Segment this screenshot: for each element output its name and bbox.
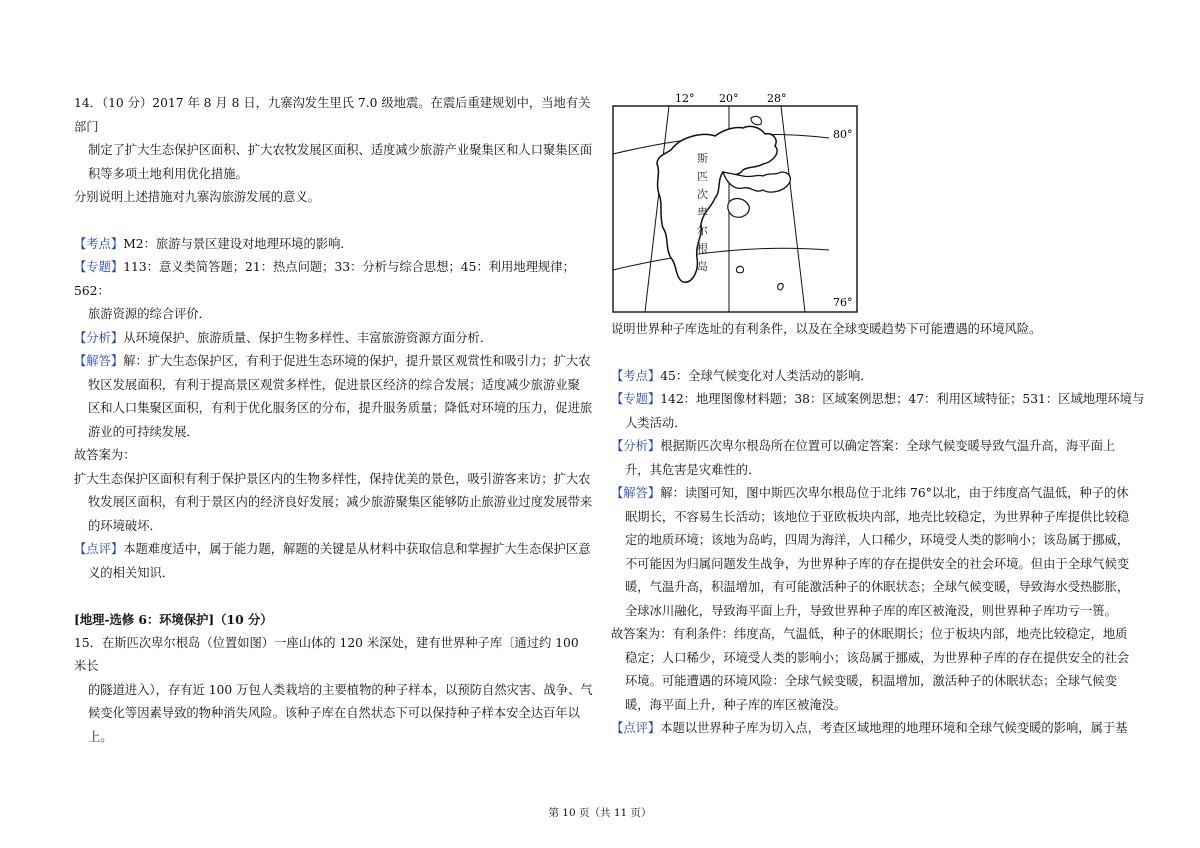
island-char-4: 卑 [697, 206, 708, 219]
a15-dianping [611, 717, 1163, 741]
dianping-tag: 【点评】 [611, 721, 661, 735]
island-char-5: 尔 [697, 224, 708, 237]
a14-jieda-text-3: 区和人口集聚区面积，有利于优化服务区的分布，提升服务质量；降低对环境的压力，促进旅 [88, 401, 593, 415]
lon-label-28: 28° [767, 92, 787, 105]
a15-fenxi [611, 435, 1163, 459]
svalbard-map [611, 92, 859, 314]
a14-jieda-text-2: 牧区发展面积，有利于提高景区观赏多样性，促进景区经济的综合发展；适度减少旅游业聚 [88, 377, 580, 392]
a15-jieda [611, 482, 1163, 506]
a15-jieda-text-2: 眠期长，不容易生长活动；该地位于亚欧板块内部，地壳比较稳定，为世界种子库提供比较稳 [625, 509, 1130, 524]
lon-label-20: 20° [719, 92, 739, 105]
q14-line-4: 分别说明上述措施对九寨沟旅游发展的意义。 [74, 190, 320, 204]
left-column [74, 92, 594, 749]
a14-answer-3: 的环境破坏． [88, 518, 162, 533]
a15-zhuanti-text-1: 142：地理图像材料题；38：区域案例思想；47：利用区域特征；531：区域地理环境与 [660, 392, 1145, 406]
lat-label-80: 80° [833, 128, 853, 141]
page-footer: 第 10 页（共 11 页） [548, 807, 652, 819]
a14-jieda-text-4: 游业的可持续发展． [88, 424, 199, 439]
a15-fenxi-text-1: 根据斯匹次卑尔根岛所在位置可以确定答案：全球气候变暖导致气温升高，海平面上 [660, 439, 1116, 453]
kaodian-tag: 【考点】 [611, 368, 661, 383]
small-island-south [736, 266, 743, 272]
a14-zhuanti-text-1: 113：意义类简答题；21：热点问题；33：分析与综合思想；45：利用地理规律；562： [74, 260, 575, 298]
a14-dianping-text-2: 义的相关知识． [88, 565, 175, 580]
section-title: [地理-选修 6：环境保护]（10 分） [74, 612, 273, 627]
island-char-1: 斯 [697, 152, 708, 165]
island-char-7: 岛 [697, 260, 708, 273]
a15-kaodian [611, 365, 1163, 389]
lon-label-12: 12° [675, 92, 695, 105]
a15-jieda-text-3: 定的地质环境；该地为岛屿，四周为海洋，人口稀少，环境受人类的影响小；该岛属于挪威， [625, 533, 1130, 547]
dianping-tag: 【点评】 [74, 542, 124, 556]
fenxi-tag: 【分析】 [74, 330, 124, 345]
a15-jieda-text-1: 解：读图可知，图中斯匹次卑尔根岛位于北纬 76°以北，由于纬度高气温低，种子的休 [660, 486, 1129, 500]
q14-line-1: 14．（10 分）2017 年 8 月 8 日，九寨沟发生里氏 7.0 级地震。在震后重建规划中，当地有关部门 [74, 96, 591, 134]
a15-answer-1: 故答案为：有利条件：纬度高，气温低，种子的休眠期长；位于板块内部，地壳比较稳定，地质 [611, 627, 1128, 641]
map-figure [611, 92, 859, 314]
lat-label-76: 76° [833, 296, 853, 309]
jieda-tag: 【解答】 [74, 354, 124, 368]
a14-answer-2: 牧发展区面积，有利于景区内的经济良好发展；减少旅游聚集区能够防止旅游业过度发展带来 [88, 495, 593, 509]
a14-jieda-text-1: 解：扩大生态保护区，有利于促进生态环境的保护，提升景区观赏性和吸引力；扩大农 [123, 354, 591, 368]
a15-jieda-text-4: 不可能因为归属问题发生战争，为世界种子库的存在提供安全的社会环境。但由于全球气候变 [625, 556, 1130, 571]
q14-line-2: 制定了扩大生态保护区面积、扩大农牧发展区面积、适度减少旅游产业聚集区和人口聚集区面 [88, 143, 593, 157]
a15-fenxi-text-2: 升，其危害是灾难性的． [625, 462, 761, 477]
a14-kaodian [74, 233, 594, 257]
a14-dianping [74, 538, 594, 562]
barentsoya-island [728, 199, 749, 218]
zhuanti-tag: 【专题】 [74, 260, 124, 274]
a14-zhuanti [74, 256, 594, 303]
island-char-3: 次 [697, 188, 708, 201]
a15-jieda-text-5: 暖，气温升高，积温增加，有可能激活种子的休眠状态；全球气候变暖，导致海水受热膨胀， [625, 580, 1130, 594]
a15-answer-2: 稳定；人口稀少，环境受人类的影响小；该岛属于挪威，为世界种子库的存在提供安全的社会 [625, 650, 1130, 665]
zhuanti-tag: 【专题】 [611, 392, 661, 406]
a14-fenxi [74, 327, 594, 351]
jieda-tag: 【解答】 [611, 486, 661, 500]
a15-zhuanti-text-2: 人类活动． [625, 415, 687, 430]
kaodian-tag: 【考点】 [74, 236, 124, 251]
fenxi-tag: 【分析】 [611, 439, 661, 453]
a14-dianping-text-1: 本题难度适中，属于能力题，解题的关键是从材料中获取信息和掌握扩大生态保护区意 [123, 542, 591, 556]
island-char-2: 匹 [697, 170, 708, 183]
q15-line-1: 15．在斯匹次卑尔根岛（位置如图）一座山体的 120 米深处，建有世界种子库〔通过约 100 米长 [74, 635, 579, 673]
a15-kaodian-text: 45：全球气候变化对人类活动的影响． [660, 368, 873, 383]
a15-dianping-text: 本题以世界种子库为切入点，考查区域地理的地理环境和全球气候变暖的影响，属于基 [660, 721, 1128, 735]
q15-line-4: 上。 [88, 729, 113, 744]
right-column [611, 318, 1163, 741]
q14-line-3: 积等多项土地利用优化措施。 [88, 166, 248, 181]
a14-kaodian-text: M2：旅游与景区建设对地理环境的影响． [123, 236, 353, 251]
island-char-6: 根 [697, 242, 708, 255]
bear-island [778, 283, 783, 290]
q15-line-3: 候变化等因素导致的物种消失风险。该种子库在自然状态下可以保持种子样本安全达百年以 [88, 706, 580, 720]
a14-answer-intro: 故答案为： [74, 448, 136, 462]
q15-line-2: 的隧道进入），存有近 100 万包人类栽培的主要植物的种子样本，以预防自然灾害、战争、气 [88, 682, 593, 697]
a15-zhuanti [611, 388, 1163, 412]
a15-jieda-text-6: 全球冰川融化，导致海平面上升，导致世界种子库的库区被淹没，则世界种子库功亏一篑。 [625, 603, 1117, 618]
a14-fenxi-text: 从环境保护、旅游质量、保护生物多样性、丰富旅游资源方面分析． [123, 330, 493, 345]
a14-answer-1: 扩大生态保护区面积有利于保护景区内的生物多样性，保持优美的景色，吸引游客来访；扩大农 [74, 471, 591, 486]
a14-jieda [74, 350, 594, 374]
a15-answer-4: 暖，海平面上升，种子库的库区被淹没。 [625, 697, 847, 712]
a14-zhuanti-text-2: 旅游资源的综合评价． [88, 307, 211, 321]
q15-question: 说明世界种子库选址的有利条件，以及在全球变暖趋势下可能遭遇的环境风险。 [611, 322, 1042, 336]
a15-answer-3: 环境。可能遭遇的环境风险：全球气候变暖，积温增加，激活种子的休眠状态；全球气候变 [625, 674, 1117, 688]
